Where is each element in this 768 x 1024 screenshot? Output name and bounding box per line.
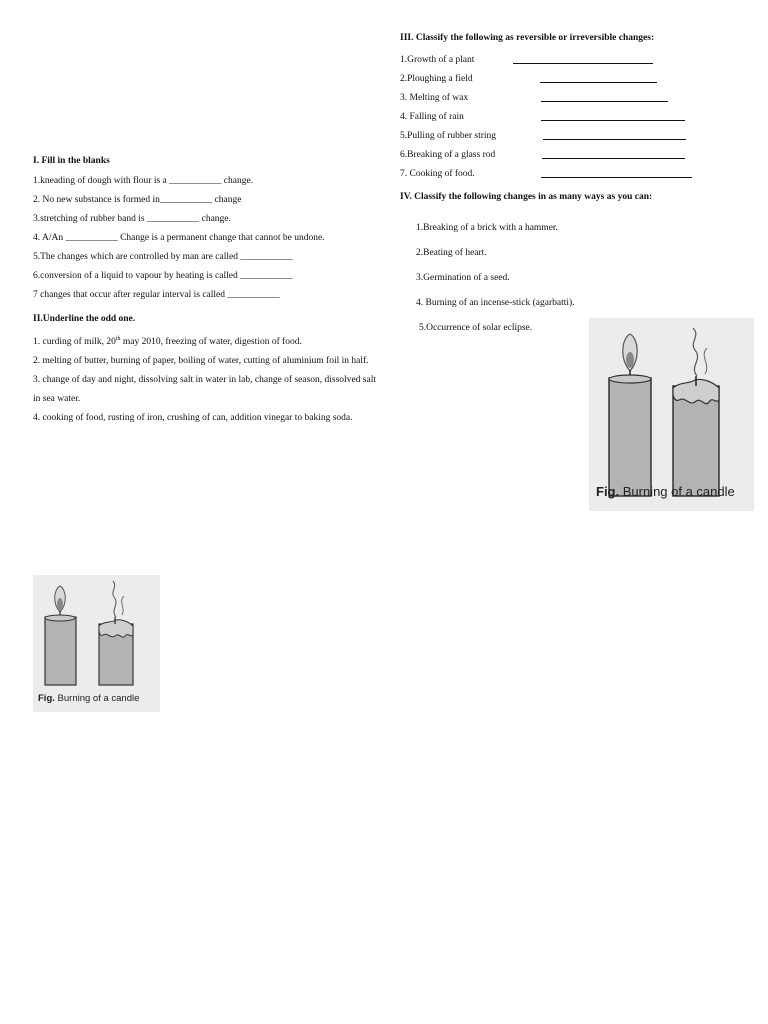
fill-item-1: 1.kneading of dough with flour is a ___________ change.: [33, 176, 254, 186]
answer-blank: [541, 168, 692, 178]
section-3-heading: III. Classify the following as reversible or irreversible changes:: [400, 33, 655, 43]
answer-blank: [542, 149, 685, 159]
odd-item-1: 1. curding of milk, 20th may 2010, freezing of water, digestion of food.: [33, 336, 302, 348]
fill-item-2: 2. No new substance is formed in___________ change: [33, 195, 242, 205]
answer-blank: [541, 111, 685, 121]
s4-item-4: 4. Burning of an incense-stick (agarbatti).: [416, 298, 575, 308]
classify-item-1: 1.Growth of a plant: [400, 51, 700, 70]
answer-blank: [541, 92, 668, 102]
classify-item-7: 7. Cooking of food.: [400, 165, 700, 184]
classify-item-6: 6.Breaking of a glass rod: [400, 146, 700, 165]
s4-item-1: 1.Breaking of a brick with a hammer.: [416, 223, 558, 233]
candle-illustration: [33, 575, 160, 712]
section-3-list: [400, 51, 700, 184]
answer-blank: [513, 54, 653, 64]
odd-item-3: 3. change of day and night, dissolving salt in water in lab, change of season, dissolved salt in sea water.: [33, 375, 376, 405]
s4-item-2: 2.Beating of heart.: [416, 248, 487, 258]
classify-item-4: 4. Falling of rain: [400, 108, 700, 127]
section-1-list: [33, 172, 325, 305]
section-2-list: [33, 330, 378, 428]
odd-item-2: 2. melting of butter, burning of paper, boiling of water, cutting of aluminium foil in half.: [33, 356, 369, 367]
answer-blank: [543, 130, 686, 140]
figure-caption: Fig. Burning of a candle: [38, 693, 140, 704]
s4-item-3: 3.Germination of a seed.: [416, 273, 510, 283]
fill-item-5: 5.The changes which are controlled by man are called ___________: [33, 252, 293, 262]
section-2-heading: II.Underline the odd one.: [33, 314, 136, 324]
odd-item-4: 4. cooking of food, rusting of iron, crushing of can, addition vinegar to baking soda.: [33, 413, 353, 424]
section-4-heading: IV. Classify the following changes in as many ways as you can:: [400, 192, 653, 202]
candle-figure-large: [589, 318, 754, 511]
fill-item-3: 3.stretching of rubber band is ___________ change.: [33, 214, 231, 224]
candle-illustration: [589, 318, 754, 511]
section-1-heading: I. Fill in the blanks: [33, 156, 110, 166]
classify-item-3: 3. Melting of wax: [400, 89, 700, 108]
s4-item-5: 5.Occurrence of solar eclipse.: [419, 323, 533, 333]
candle-figure-small: [33, 575, 160, 712]
fill-item-6: 6.conversion of a liquid to vapour by heating is called ___________: [33, 271, 293, 281]
figure-caption: Fig. Burning of a candle: [596, 484, 735, 499]
fill-item-4: 4. A/An ___________ Change is a permanent change that cannot be undone.: [33, 233, 325, 243]
classify-item-5: 5.Pulling of rubber string: [400, 127, 700, 146]
answer-blank: [540, 73, 657, 83]
classify-item-2: 2.Ploughing a field: [400, 70, 700, 89]
fill-item-7: 7 changes that occur after regular interval is called ___________: [33, 290, 280, 300]
